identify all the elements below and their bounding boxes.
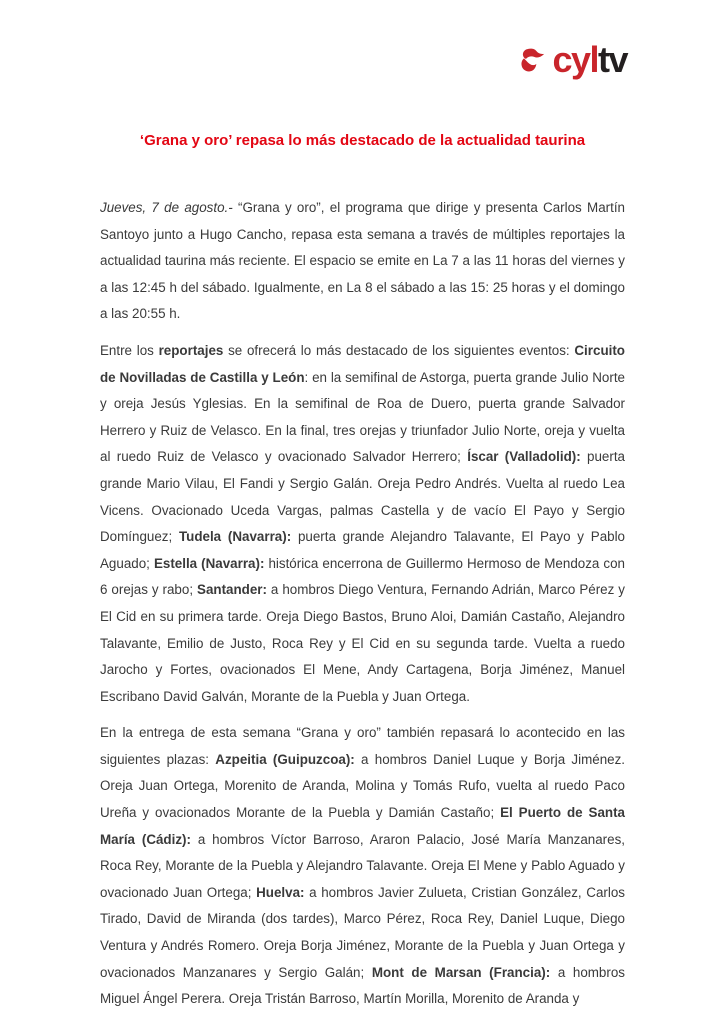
paragraph-1 bbox=[100, 195, 625, 328]
text-run: a hombros Javier Zulueta, Cristian González, Carlos Tirado, David de Miranda (dos tardes), Marco Pérez, Roca Rey, Daniel Luque, Diego Ventura y Andrés Romero. Oreja Borja Jiménez, Morante de la Puebla y Juan Ortega y ovacionados Manzanares y Sergio Galán; bbox=[100, 884, 625, 980]
article-title: ‘Grana y oro’ repasa lo más destacado de la actualidad taurina bbox=[139, 132, 586, 149]
article-body bbox=[100, 195, 625, 1013]
cyltv-swirl-icon bbox=[519, 44, 547, 76]
text-run: Jueves, 7 de agosto.- bbox=[100, 200, 233, 215]
text-run: Mont de Marsan (Francia): bbox=[371, 964, 551, 980]
cyltv-logo bbox=[519, 39, 627, 80]
text-run: a hombros Daniel Luque y Borja Jiménez. Oreja Juan Ortega, Morenito de Aranda, Molina y Tomás Rufo, vuelta al ruedo Paco Ureña y ovacionados Morante de la Puebla y Damián Castaño; bbox=[100, 751, 625, 821]
text-run: Azpeitia (Guipuzcoa): bbox=[215, 751, 355, 767]
text-run: El Puerto de Santa María (Cádiz): bbox=[100, 805, 625, 847]
text-run: reportajes bbox=[158, 342, 224, 358]
text-run: puerta grande Mario Vilau, El Fandi y Sergio Galán. Oreja Pedro Andrés. Vuelta al ruedo Lea Vicens. Ovacionado Uceda Vargas, palmas Castella y de vacío El Payo y Sergio Domínguez; bbox=[100, 449, 625, 545]
cyltv-logo-text bbox=[552, 39, 627, 80]
text-run: Íscar (Valladolid): bbox=[467, 449, 581, 465]
paragraph-3 bbox=[100, 720, 625, 1013]
text-run: “Grana y oro”, el programa que dirige y presenta Carlos Martín Santoyo junto a Hugo Cancho, repasa esta semana a través de múltiples reportajes la actualidad taurina más reciente. El espacio se emite en La 7 a las 11 horas del viernes y a las 12:45 h del sábado. Igualmente, en La 8 el sábado a las 15: 25 horas y el domingo a las 20:55 h. bbox=[100, 200, 625, 322]
text-run: Entre los bbox=[100, 342, 159, 358]
text-run: En la entrega de esta semana “Grana y oro” también repasará lo acontecido en las siguientes plazas: bbox=[100, 725, 625, 767]
text-run: se ofrecerá lo más destacado de los siguientes eventos: bbox=[223, 342, 575, 358]
text-run: Circuito de Novilladas de Castilla y León bbox=[100, 342, 625, 385]
text-run: Santander: bbox=[197, 582, 267, 598]
text-run: a hombros Miguel Ángel Perera. Oreja Tristán Barroso, Martín Morilla, Morenito de Aranda y bbox=[100, 964, 625, 1007]
logo-text-cyl: cyl bbox=[552, 39, 598, 80]
text-run: a hombros Diego Ventura, Fernando Adrián, Marco Pérez y El Cid en su primera tarde. Oreja Diego Bastos, Bruno Aloi, Damián Castaño, Alejandro Talavante, Emilio de Justo, Roca Rey y El Cid en su segunda tarde. Vuelta a ruedo Jarocho y Fortes, ovacionados El Mene, Andy Cartagena, Borja Jiménez, Manuel Escribano David Galván, Morante de la Puebla y Juan Ortega. bbox=[100, 582, 625, 704]
text-run: a hombros Víctor Barroso, Araron Palacio, José María Manzanares, Roca Rey, Morante de la Puebla y Alejandro Talavante. Oreja El Mene y Pablo Aguado y ovacionado Juan Ortega; bbox=[100, 831, 625, 900]
text-run: puerta grande Alejandro Talavante, El Payo y Pablo Aguado; bbox=[100, 529, 626, 571]
paragraph-2 bbox=[100, 338, 625, 710]
logo-text-tv: tv bbox=[597, 39, 627, 80]
text-run: histórica encerrona de Guillermo Hermoso de Mendoza con 6 orejas y rabo; bbox=[100, 555, 626, 598]
text-run: Tudela (Navarra): bbox=[178, 529, 292, 545]
text-run: Huelva: bbox=[256, 884, 305, 900]
text-run: : en la semifinal de Astorga, puerta grande Julio Norte y oreja Jesús Yglesias. En la semifinal de Roa de Duero, puerta grande Salvador Herrero y Ruiz de Velasco. En la final, tres orejas y triunfador Julio Norte, oreja y vuelta al ruedo Ruiz de Velasco y ovacionado Salvador Herrero; bbox=[100, 369, 625, 465]
text-run: Estella (Navarra): bbox=[153, 555, 265, 571]
